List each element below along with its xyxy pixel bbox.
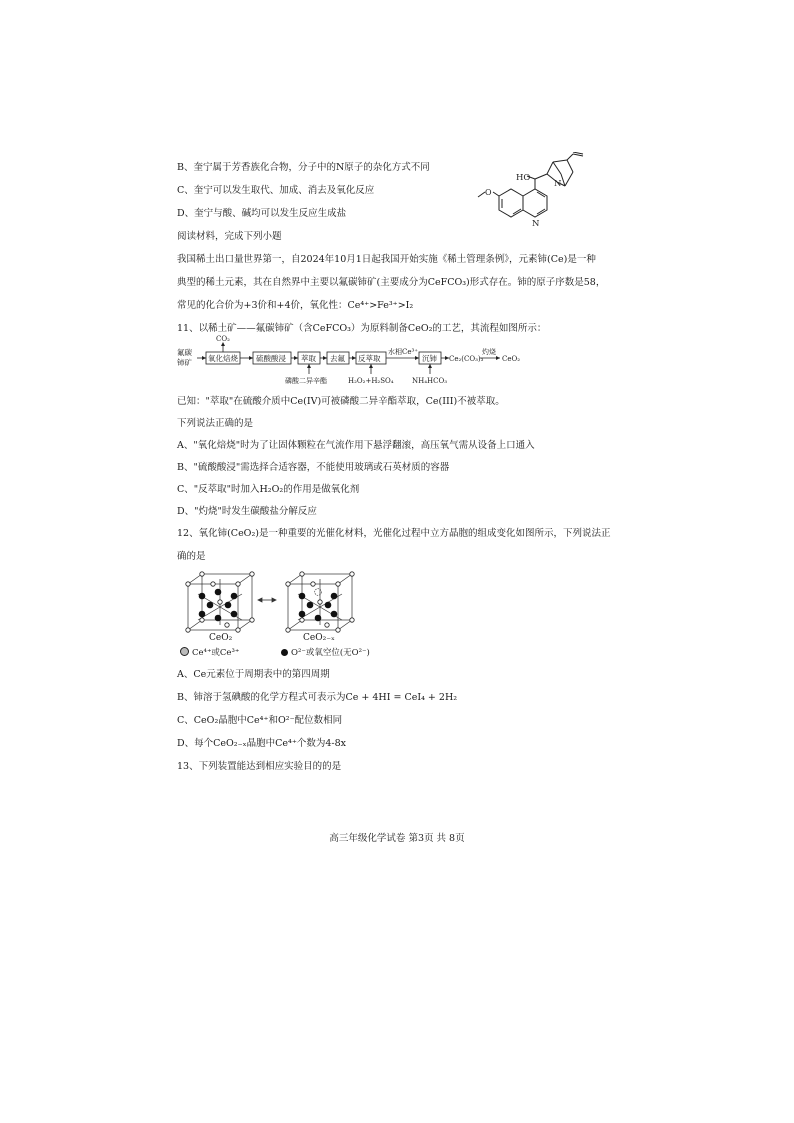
- flow-reagent-2: H₂O₂+H₂SO₄: [348, 377, 394, 385]
- structure-n-bridge-label: N: [554, 179, 562, 189]
- flow-box-1: 氧化焙烧: [208, 354, 238, 363]
- q13-stem: 13、下列装置能达到相应实验目的的是: [177, 761, 342, 772]
- q11-option-a: A、"氧化焙烧"时为了让固体颗粒在气流作用下悬浮翻滚，高压氧气需从设备上口通入: [177, 440, 535, 451]
- flow-burn: 灼烧: [482, 348, 496, 356]
- page-footer: 高三年级化学试卷 第3页 共 8页: [329, 833, 465, 844]
- q12-stem-line-1: 12、氧化铈(CeO₂)是一种重要的光催化材料，光催化过程中立方晶胞的组成变化如图所示，下列说法正: [177, 528, 611, 539]
- flow-box-2: 硫酸酸浸: [256, 354, 286, 363]
- legend-ce-marker: [180, 647, 189, 656]
- flow-reagent-1: 磷酸二异辛酯: [285, 377, 327, 385]
- crystal-cells-figure: [178, 570, 358, 642]
- legend-ce-text: Ce⁴⁺或Ce³⁺: [192, 648, 240, 658]
- flow-start-1: 氟碳: [177, 348, 192, 357]
- flow-product-1: Ce₂(CO₃)₃: [449, 355, 484, 363]
- legend-ce: [180, 646, 239, 658]
- cell-right-label: CeO₂₋ₓ: [303, 633, 335, 643]
- reading-paragraph-1: 我国稀土出口量世界第一，自2024年10月1日起我国开始实施《稀土管理条例》，元素铈(Ce)是一种: [177, 254, 596, 265]
- quinine-structure: [475, 152, 595, 242]
- q11-flowchart: [175, 334, 575, 386]
- flow-box-3: 萃取: [301, 354, 316, 363]
- svg-text:O: O: [485, 188, 492, 197]
- reading-paragraph-3: 常见的化合价为+3价和+4价，氧化性：Ce⁴⁺>Fe³⁺>I₂: [177, 300, 414, 311]
- flow-co2: CO₂: [216, 335, 230, 343]
- q11-option-c: C、"反萃取"时加入H₂O₂的作用是做氧化剂: [177, 484, 360, 495]
- q11-ask: 下列说法正确的是: [177, 418, 254, 429]
- flow-product-2: CeO₂: [502, 355, 521, 363]
- flow-start-2: 铈矿: [177, 358, 192, 367]
- structure-ho-label: HO: [516, 173, 531, 183]
- reading-heading: 阅读材料，完成下列小题: [177, 231, 282, 242]
- q12-option-b: B、铈溶于氢碘酸的化学方程式可表示为Ce + 4HI = CeI₄ + 2H₂: [177, 692, 458, 703]
- legend-o: [281, 646, 370, 658]
- flow-box-6: 沉铈: [422, 354, 437, 363]
- flow-aqueous: 水相Ce³⁺: [388, 348, 418, 356]
- q11-note: 已知："萃取"在硫酸介质中Ce(IV)可被磷酸二异辛酯萃取，Ce(III)不被萃取。: [177, 396, 505, 407]
- q12-option-a: A、Ce元素位于周期表中的第四周期: [177, 669, 330, 680]
- q11-stem: 11、以稀土矿——氟碳铈矿（含CeFCO₃）为原料制备CeO₂的工艺，其流程如图所示：: [177, 323, 547, 334]
- q10-option-d: D、奎宁与酸、碱均可以发生反应生成盐: [177, 208, 347, 219]
- reading-paragraph-2: 典型的稀土元素，其在自然界中主要以氟碳铈矿(主要成分为CeFCO₃)形式存在。铈的原子序数是58，: [177, 277, 606, 288]
- q12-option-c: C、CeO₂晶胞中Ce⁴⁺和O²⁻配位数相同: [177, 715, 343, 726]
- q12-stem-line-2: 确的是: [177, 551, 206, 562]
- flow-reagent-3: NH₄HCO₃: [412, 377, 448, 385]
- cell-left-label: CeO₂: [209, 633, 233, 643]
- flow-box-4: 去氟: [330, 354, 345, 363]
- q11-option-b: B、"硫酸酸浸"需选择合适容器，不能使用玻璃或石英材质的容器: [177, 462, 450, 473]
- q10-option-c: C、奎宁可以发生取代、加成、消去及氧化反应: [177, 185, 375, 196]
- structure-n-ring-label: N: [532, 219, 540, 229]
- q12-option-d: D、每个CeO₂₋ₓ晶胞中Ce⁴⁺个数为4-8x: [177, 738, 347, 749]
- q11-option-d: D、"灼烧"时发生碳酸盐分解反应: [177, 506, 317, 517]
- legend-o-text: O²⁻或氧空位(无O²⁻): [291, 648, 370, 658]
- legend-o-marker: [281, 649, 288, 656]
- q10-option-b: B、奎宁属于芳香族化合物，分子中的N原子的杂化方式不同: [177, 162, 430, 173]
- flow-box-5: 反萃取: [358, 354, 381, 363]
